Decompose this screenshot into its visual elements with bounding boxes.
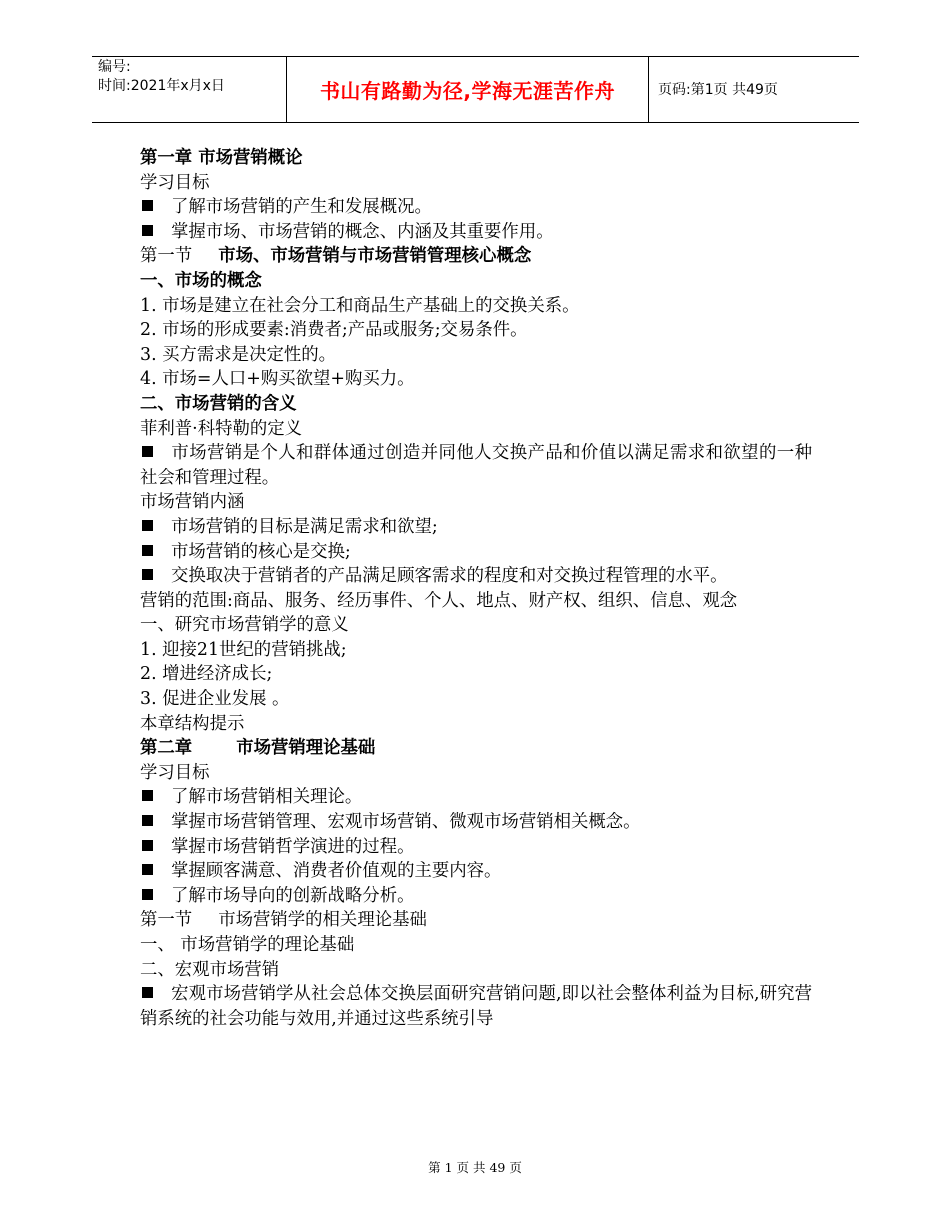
- header-motto: 书山有路勤为径,学海无涯苦作舟: [319, 78, 616, 103]
- page-footer: 第 1 页 共 49 页: [428, 1160, 522, 1175]
- line-text: 4. 市场=人口+购买欲望+购买力。: [140, 369, 415, 390]
- line-text: 了解市场导向的创新战略分析。: [171, 885, 415, 906]
- text-line: [140, 490, 812, 515]
- line-text: 1. 市场是建立在社会分工和商品生产基础上的交换关系。: [140, 295, 580, 316]
- line-text: 市场营销的目标是满足需求和欲望;: [171, 516, 438, 537]
- line-text: 2. 增进经济成长;: [140, 664, 273, 685]
- text-line: [140, 933, 812, 958]
- bullet-paragraph: [140, 515, 812, 540]
- line-text: 宏观市场营销学从社会总体交换层面研究营销问题,即以社会整体利益为目标,研究营销系统的社会功能与效用,并通过这些系统引导: [140, 984, 812, 1029]
- text-line: [140, 736, 812, 761]
- bullet-paragraph: [140, 785, 812, 810]
- line-text: 掌握市场、市场营销的概念、内涵及其重要作用。: [171, 221, 554, 242]
- bullet-paragraph: [140, 540, 812, 565]
- text-line: [140, 244, 812, 269]
- black-square-bullet-icon: [142, 569, 153, 580]
- line-text: 市场营销是个人和群体通过创造并同他人交换产品和价值以满足需求和欲望的一种社会和管理过程。: [140, 443, 812, 488]
- black-square-bullet-icon: [142, 200, 153, 211]
- line-text: 了解市场营销相关理论。: [171, 787, 363, 808]
- black-square-bullet-icon: [142, 545, 153, 556]
- header-divider-right: [648, 56, 649, 122]
- line-text: 市场营销的核心是交换;: [171, 541, 351, 562]
- black-square-bullet-icon: [142, 889, 153, 900]
- text-line: [140, 318, 812, 343]
- black-square-bullet-icon: [142, 520, 153, 531]
- text-line: [140, 638, 812, 663]
- line-text: 1. 迎接21世纪的营销挑战;: [140, 639, 347, 660]
- line-text: 第一节: [140, 910, 193, 931]
- bullet-paragraph: [140, 859, 812, 884]
- text-line: [140, 269, 812, 294]
- line-text: 市场营销内涵: [140, 492, 245, 513]
- line-text: 学习目标: [140, 762, 210, 783]
- heading-title: 市场营销理论基础: [236, 738, 376, 759]
- line-text: 掌握顾客满意、消费者价值观的主要内容。: [171, 861, 502, 882]
- header-page-info: 页码:第1页 共49页: [658, 82, 778, 98]
- bullet-paragraph: [140, 564, 812, 589]
- line-text: 交换取决于营销者的产品满足顾客需求的程度和对交换过程管理的水平。: [171, 566, 728, 587]
- black-square-bullet-icon: [142, 987, 153, 998]
- heading-title: 市场、市场营销与市场营销管理核心概念: [218, 246, 532, 267]
- line-text: 学习目标: [140, 172, 210, 193]
- document-number-label: 编号:: [98, 59, 131, 75]
- line-text: 第一章 市场营销概论: [140, 148, 303, 168]
- bullet-paragraph: [140, 982, 812, 1031]
- black-square-bullet-icon: [142, 790, 153, 801]
- line-text: 本章结构提示: [140, 713, 245, 734]
- bullet-paragraph: [140, 835, 812, 860]
- line-text: 菲利普·科特勒的定义: [140, 418, 303, 439]
- line-text: 一、研究市场营销学的意义: [140, 615, 349, 636]
- bullet-paragraph: [140, 810, 812, 835]
- text-line: [140, 294, 812, 319]
- text-line: [140, 392, 812, 417]
- bullet-paragraph: [140, 220, 812, 245]
- text-line: [140, 367, 812, 392]
- text-line: [140, 908, 812, 933]
- document-time-label: 时间:2021年x月x日: [98, 78, 225, 94]
- black-square-bullet-icon: [142, 840, 153, 851]
- line-text: 3. 买方需求是决定性的。: [140, 344, 337, 365]
- document-body: [140, 146, 812, 1031]
- line-text: 掌握市场营销哲学演进的过程。: [171, 836, 415, 857]
- text-line: [140, 171, 812, 196]
- bullet-paragraph: [140, 195, 812, 220]
- text-line: [140, 613, 812, 638]
- text-line: [140, 343, 812, 368]
- line-text: 了解市场营销的产生和发展概况。: [171, 197, 432, 218]
- line-text: 3. 促进企业发展 。: [140, 689, 290, 710]
- line-text: 2. 市场的形成要素:消费者;产品或服务;交易条件。: [140, 320, 528, 341]
- text-line: [140, 589, 812, 614]
- text-line: [140, 712, 812, 737]
- header-meta: [98, 58, 284, 96]
- line-text: 第二章: [140, 738, 193, 759]
- heading-title: 市场营销学的相关理论基础: [218, 910, 427, 931]
- black-square-bullet-icon: [142, 815, 153, 826]
- text-line: [140, 687, 812, 712]
- text-line: [140, 761, 812, 786]
- line-text: 一、 市场营销学的理论基础: [140, 935, 355, 955]
- bullet-paragraph: [140, 441, 812, 490]
- black-square-bullet-icon: [142, 864, 153, 875]
- black-square-bullet-icon: [142, 446, 153, 457]
- black-square-bullet-icon: [142, 225, 153, 236]
- text-line: [140, 662, 812, 687]
- text-line: [140, 417, 812, 442]
- bullet-paragraph: [140, 884, 812, 909]
- line-text: 营销的范围:商品、服务、经历事件、个人、地点、财产权、组织、信息、观念: [140, 590, 738, 611]
- text-line: [140, 146, 812, 171]
- line-text: 二、宏观市场营销: [140, 959, 280, 980]
- header-bottom-rule: [92, 122, 859, 123]
- line-text: 二、市场营销的含义: [140, 393, 297, 414]
- line-text: 掌握市场营销管理、宏观市场营销、微观市场营销相关概念。: [171, 812, 641, 833]
- text-line: [140, 958, 812, 983]
- line-text: 一、市场的概念: [140, 270, 262, 291]
- line-text: 第一节: [140, 246, 193, 267]
